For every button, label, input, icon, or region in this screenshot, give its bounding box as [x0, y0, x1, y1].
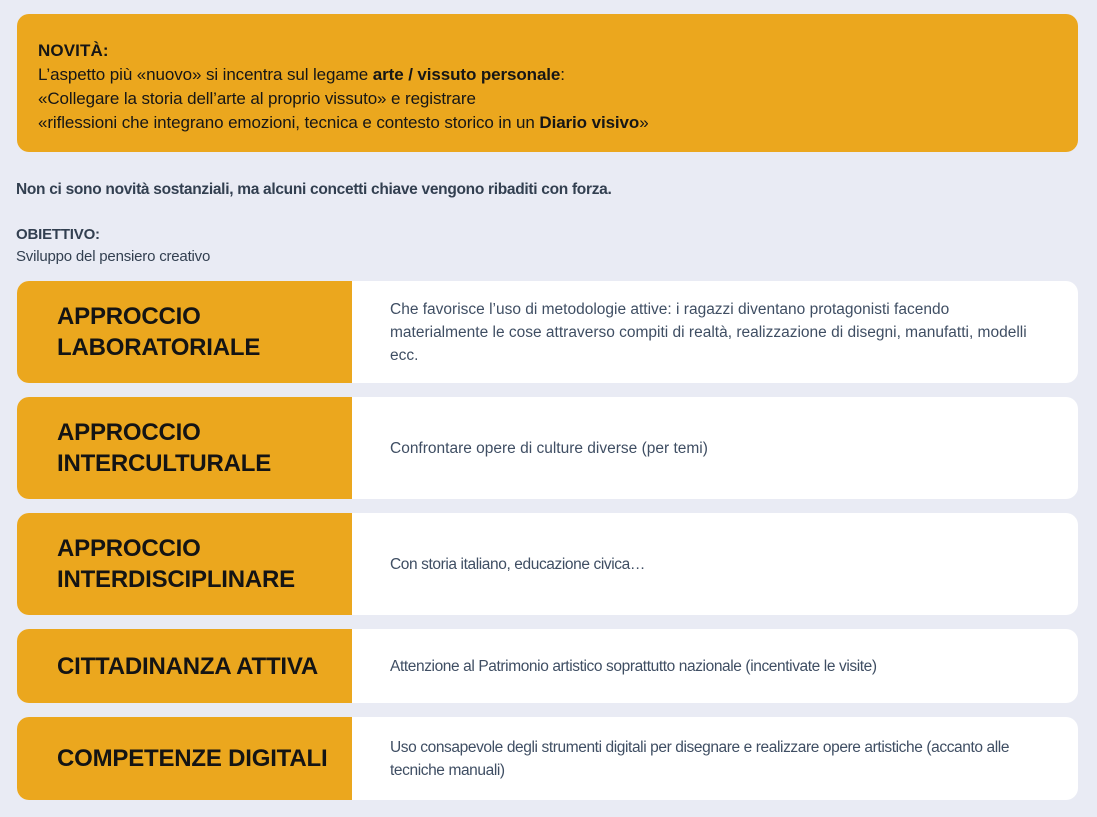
- row-approccio-laboratoriale: [17, 281, 1078, 383]
- banner-line-4-pre: «riflessioni che integrano emozioni, tecnica e contesto storico in un: [38, 113, 540, 132]
- row-label: COMPETENZE DIGITALI: [17, 717, 352, 800]
- row-description: Confrontare opere di culture diverse (per temi): [390, 439, 708, 457]
- row-description: Con storia italiano, educazione civica…: [390, 555, 645, 573]
- objective-label: OBIETTIVO:: [16, 226, 100, 243]
- banner-line-4-bold: Diario visivo: [539, 113, 640, 132]
- banner-title: NOVITÀ:: [38, 41, 109, 60]
- row-cittadinanza-attiva: [17, 629, 1078, 703]
- banner-line-4: [38, 111, 1054, 135]
- row-label: APPROCCIO LABORATORIALE: [17, 281, 352, 383]
- intro-section: [16, 180, 916, 266]
- banner-line-2-pre: L’aspetto più «nuovo» si incentra sul legame: [38, 65, 373, 84]
- banner-line-3: «Collegare la storia dell’arte al proprio vissuto» e registrare: [38, 89, 476, 108]
- row-competenze-digitali: [17, 717, 1078, 800]
- row-approccio-interculturale: [17, 397, 1078, 499]
- banner-line-2-post: :: [560, 65, 565, 84]
- banner-line-4-post: »: [639, 113, 649, 132]
- objective-text: Sviluppo del pensiero creativo: [16, 248, 211, 265]
- row-description: Uso consapevole degli strumenti digitali per disegnare e realizzare opere artistiche (accanto alle tecniche manuali): [390, 738, 1010, 779]
- banner-line-2-bold: arte / vissuto personale: [372, 65, 561, 84]
- row-label: APPROCCIO INTERDISCIPLINARE: [17, 513, 352, 615]
- row-label: APPROCCIO INTERCULTURALE: [17, 397, 352, 499]
- row-approccio-interdisciplinare: [17, 513, 1078, 615]
- novita-banner: [17, 14, 1078, 152]
- row-description: Attenzione al Patrimonio artistico soprattutto nazionale (incentivate le visite): [390, 657, 877, 675]
- row-label: CITTADINANZA ATTIVA: [17, 629, 352, 703]
- intro-note: Non ci sono novità sostanziali, ma alcuni concetti chiave vengono ribaditi con forza.: [16, 181, 612, 198]
- row-description: Che favorisce l’uso di metodologie attive: i ragazzi diventano protagonisti facendo materialmente le cose attraverso compiti di realtà, realizzazione di disegni, manufatti, modelli ecc.: [390, 300, 1027, 364]
- approach-rows: [17, 281, 1078, 800]
- banner-line-2: [38, 63, 1054, 87]
